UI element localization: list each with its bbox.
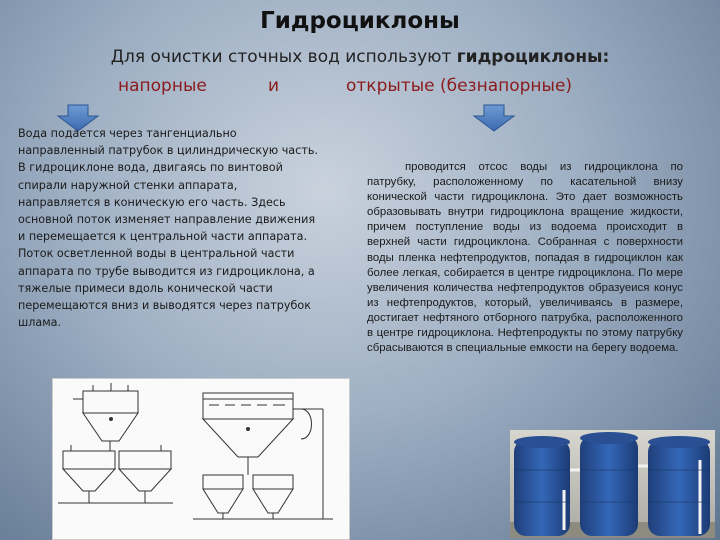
hydrocyclone-diagram (52, 378, 350, 540)
type-pressure-label: напорные (118, 76, 207, 96)
subtitle-prefix: Для очистки сточных вод используют (110, 47, 457, 67)
type-conjunction: и (268, 76, 280, 96)
oil-water-tanks-photo (510, 430, 715, 538)
type-open-label: открытые (безнапорные) (346, 76, 573, 96)
slide-subtitle (40, 47, 680, 67)
pressure-hydrocyclone-description: Вода подается через тангенциально направленный патрубок в цилиндрическую часть. В гидроциклоне вода, двигаясь по винтовой спирали наружной стенки аппарата, направляется в коническую его часть. Здесь основной поток изменяет направление движения и перемещается к центральной части аппарата. Поток осветленной воды в центральной части аппарата по трубе выводится из гидроциклона, а тяжелые примеси вдоль конической части перемещаются вниз и выводятся через патрубок шлама. (18, 127, 318, 330)
open-hydrocyclone-description: проводится отсос воды из гидроциклона по патрубку, расположенному по касательной внизу конической части гидроциклона. Это дает возможность образовывать внутри гидроциклона вращение жидкости, причем поступление воды из водоема происходит в верхней части гидроциклона. Собранная с поверхности воды пленка нефтепродуктов, попадая в гидроциклон как более легкая, собирается в центре гидроциклона. По мере увеличения количества нефтепродуктов образуеися конус из нефтепродуктов, который, увеличиваясь в размере, достигает нефтяного отборного патрубка, расположенного в центре гидроциклона. Нефтепродукты по этому патрубку сбрасываются в специальные емкости на берегу водоема. (367, 161, 683, 355)
subtitle-bold: гидроциклоны: (456, 47, 610, 67)
slide-title: Гидроциклоны (260, 8, 460, 34)
arrow-down-icon (472, 104, 516, 132)
